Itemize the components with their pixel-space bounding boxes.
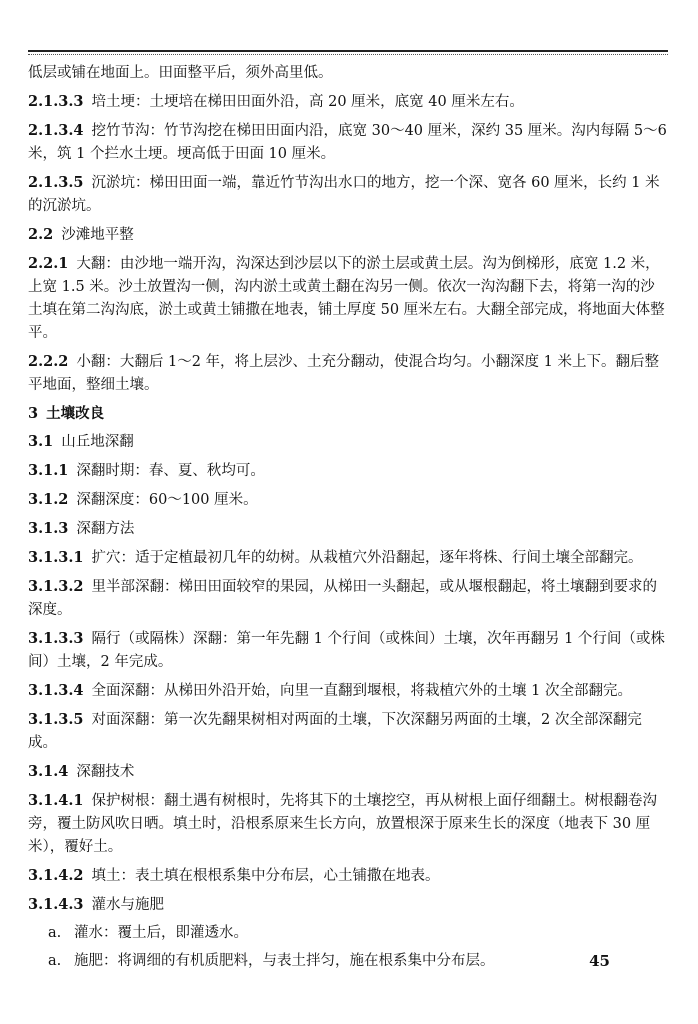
heading-text: 沙滩地平整 <box>61 227 134 243</box>
page-number: 45 <box>589 952 610 970</box>
section-number: 3.1.4.3 <box>28 896 84 913</box>
paragraph-text: 灌水与施肥 <box>91 897 165 913</box>
list-item-text: 施肥：将调细的有机质肥料，与表土拌匀，施在根系集中分布层。 <box>74 953 495 969</box>
list-item <box>28 950 668 973</box>
section-number: 3.1.3 <box>28 520 69 537</box>
body-text <box>28 62 668 978</box>
section-number: 3.1.2 <box>28 491 69 508</box>
list-item <box>28 922 668 945</box>
paragraph <box>28 864 668 888</box>
section-number: 3.1.3.3 <box>28 630 84 647</box>
section-number: 3.1.3.5 <box>28 711 84 728</box>
list-marker: a. <box>48 925 62 941</box>
paragraph <box>28 760 668 784</box>
paragraph <box>28 517 668 541</box>
paragraph-text: 深翻技术 <box>76 764 135 780</box>
paragraph <box>28 893 668 917</box>
list-item-text: 灌水：覆土后，即灌透水。 <box>74 925 248 941</box>
paragraph-text: 保护树根：翻土遇有树根时，先将其下的土壤挖空，再从树根上面仔细翻土。树根翻卷沟旁，覆土防风吹日晒。填土时，沿根系原来生长方向，放置根深于原来生长的深度（地表下 30 厘米），覆好土。 <box>28 793 658 855</box>
section-number: 3.1.1 <box>28 462 69 479</box>
paragraph <box>28 488 668 512</box>
paragraph <box>28 459 668 483</box>
header-rule-dotted <box>28 54 668 55</box>
paragraph-text: 扩穴：适于定植最初几年的幼树。从栽植穴外沿翻起，逐年将株、行间土壤全部翻完。 <box>91 550 643 566</box>
paragraph <box>28 708 668 755</box>
paragraph-text: 挖竹节沟：竹节沟挖在梯田田面内沿，底宽 30～40 厘米，深约 35 厘米。沟内每隔 5～6 米，筑 1 个拦水土埂。埂高低于田面 10 厘米。 <box>28 123 667 162</box>
paragraph-text: 低层或铺在地面上。田面整平后，须外高里低。 <box>28 65 333 81</box>
paragraph <box>28 789 668 859</box>
section-number: 2.1.3.5 <box>28 174 84 191</box>
paragraph-text: 全面深翻：从梯田外沿开始，向里一直翻到堰根，将栽植穴外的土壤 1 次全部翻完。 <box>91 683 632 699</box>
heading-text: 山丘地深翻 <box>61 434 134 450</box>
paragraph <box>28 627 668 674</box>
section-number: 3.1 <box>28 433 54 450</box>
paragraph-text: 对面深翻：第一次先翻果树相对两面的土壤，下次深翻另两面的土壤，2 次全部深翻完成。 <box>28 712 642 751</box>
list-marker: a. <box>48 953 62 969</box>
paragraph <box>28 679 668 703</box>
header-rule <box>28 50 668 52</box>
section-number: 3 <box>28 405 39 422</box>
paragraph-text: 深翻深度：60～100 厘米。 <box>76 492 258 508</box>
section-number: 3.1.4.2 <box>28 867 84 884</box>
section-number: 3.1.4.1 <box>28 792 84 809</box>
paragraph-text: 沉淤坑：梯田田面一端，靠近竹节沟出水口的地方，挖一个深、宽各 60 厘米，长约 1 米的沉淤坑。 <box>28 175 660 214</box>
paragraph-text: 培土埂：土埂培在梯田田面外沿，高 20 厘米，底宽 40 厘米左右。 <box>91 94 524 110</box>
paragraph-text: 填土：表土填在根根系集中分布层，心土铺撒在地表。 <box>91 868 440 884</box>
paragraph-text: 小翻：大翻后 1～2 年，将上层沙、土充分翻动，使混合均匀。小翻深度 1 米上下。翻后整平地面，整细土壤。 <box>28 354 659 393</box>
paragraph <box>28 350 668 397</box>
paragraph <box>28 252 668 345</box>
paragraph-continuation <box>28 62 668 85</box>
paragraph <box>28 90 668 114</box>
paragraph-text: 大翻：由沙地一端开沟，沟深达到沙层以下的淤土层或黄土层。沟为倒梯形，底宽 1.2 米，上宽 1.5 米。沙土放置沟一侧，沟内淤土或黄土翻在沟另一侧。依次一沟沟翻下去，将第一沟的沙土填在第二沟沟底，淤土或黄土铺撒在地表，铺土厚度 50 厘米左右。大翻全部完成，将地面大体整平。 <box>28 256 665 341</box>
chapter-heading <box>28 402 668 425</box>
section-number: 2.2.1 <box>28 255 69 272</box>
section-number: 3.1.4 <box>28 763 69 780</box>
section-heading <box>28 430 668 454</box>
paragraph <box>28 171 668 218</box>
section-number: 2.2 <box>28 226 54 243</box>
section-number: 3.1.3.4 <box>28 682 84 699</box>
section-number: 3.1.3.2 <box>28 578 84 595</box>
paragraph <box>28 119 668 166</box>
paragraph-text: 隔行（或隔株）深翻：第一年先翻 1 个行间（或株间）土壤，次年再翻另 1 个行间（或株间）土壤，2 年完成。 <box>28 631 665 670</box>
section-number: 2.1.3.3 <box>28 93 84 110</box>
heading-text: 土壤改良 <box>46 405 105 422</box>
section-heading <box>28 223 668 247</box>
paragraph-text: 深翻时期：春、夏、秋均可。 <box>76 463 265 479</box>
section-number: 2.1.3.4 <box>28 122 84 139</box>
paragraph <box>28 575 668 622</box>
paragraph-text: 里半部深翻：梯田田面较窄的果园，从梯田一头翻起，或从堰根翻起，将土壤翻到要求的深度。 <box>28 579 658 618</box>
section-number: 3.1.3.1 <box>28 549 84 566</box>
paragraph-text: 深翻方法 <box>76 521 135 537</box>
section-number: 2.2.2 <box>28 353 69 370</box>
paragraph <box>28 546 668 570</box>
